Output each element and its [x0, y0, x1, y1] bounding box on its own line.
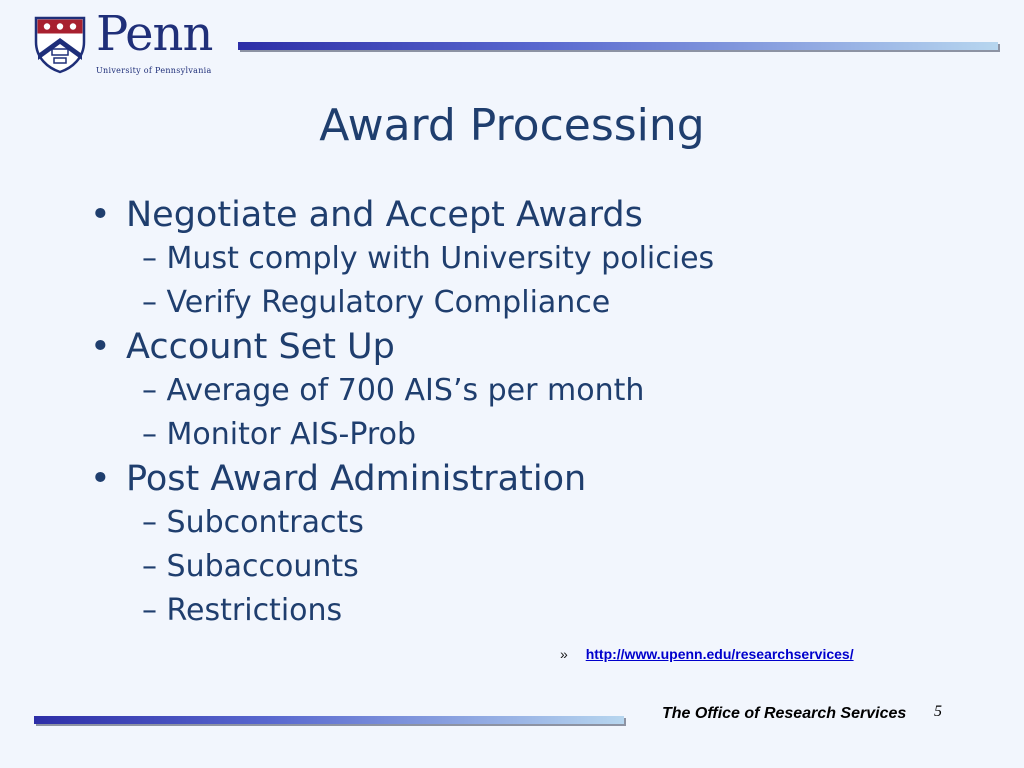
- penn-wordmark: Penn: [96, 6, 213, 62]
- slide-title: Award Processing: [319, 100, 705, 151]
- top-decorative-bar: [238, 42, 998, 50]
- sub-bullet-text: Monitor AIS-Prob: [166, 417, 416, 452]
- dash-icon: –: [142, 549, 157, 584]
- sub-bullet-item: [90, 237, 714, 281]
- penn-wordmark-subtitle: University of Pennsylvania: [96, 66, 212, 75]
- link-marker: »: [560, 646, 568, 662]
- sub-bullet-text: Subaccounts: [166, 549, 359, 584]
- dash-icon: –: [142, 417, 157, 452]
- penn-shield-icon: [34, 16, 86, 74]
- bottom-decorative-bar: [34, 716, 624, 724]
- sub-bullet-item: [90, 589, 714, 633]
- sub-bullet-item: [90, 501, 714, 545]
- sub-bullet-text: Restrictions: [166, 593, 343, 628]
- bullet-text: Negotiate and Accept Awards: [126, 195, 643, 235]
- sub-bullet-item: [90, 281, 714, 325]
- footer-text: The Office of Research Services: [662, 705, 907, 722]
- sub-bullet-text: Average of 700 AIS’s per month: [166, 373, 645, 408]
- dash-icon: –: [142, 241, 157, 276]
- sub-bullet-item: [90, 413, 714, 457]
- sub-bullet-text: Must comply with University policies: [166, 241, 715, 276]
- bullet-dot-icon: •: [90, 327, 111, 367]
- page-number: 5: [934, 703, 942, 720]
- dash-icon: –: [142, 593, 157, 628]
- link-row: [560, 646, 854, 662]
- dash-icon: –: [142, 373, 157, 408]
- bullet-list: [90, 193, 714, 633]
- sub-bullet-item: [90, 545, 714, 589]
- research-services-link[interactable]: http://www.upenn.edu/researchservices/: [585, 646, 854, 662]
- bullet-item: [90, 457, 714, 501]
- sub-bullet-item: [90, 369, 714, 413]
- bullet-text: Account Set Up: [126, 327, 395, 367]
- bullet-item: [90, 193, 714, 237]
- sub-bullet-text: Subcontracts: [166, 505, 364, 540]
- sub-bullet-text: Verify Regulatory Compliance: [166, 285, 611, 320]
- bullet-dot-icon: •: [90, 195, 111, 235]
- dash-icon: –: [142, 505, 157, 540]
- bullet-text: Post Award Administration: [126, 459, 587, 499]
- bullet-dot-icon: •: [90, 459, 111, 499]
- bullet-item: [90, 325, 714, 369]
- dash-icon: –: [142, 285, 157, 320]
- penn-logo: [34, 6, 224, 78]
